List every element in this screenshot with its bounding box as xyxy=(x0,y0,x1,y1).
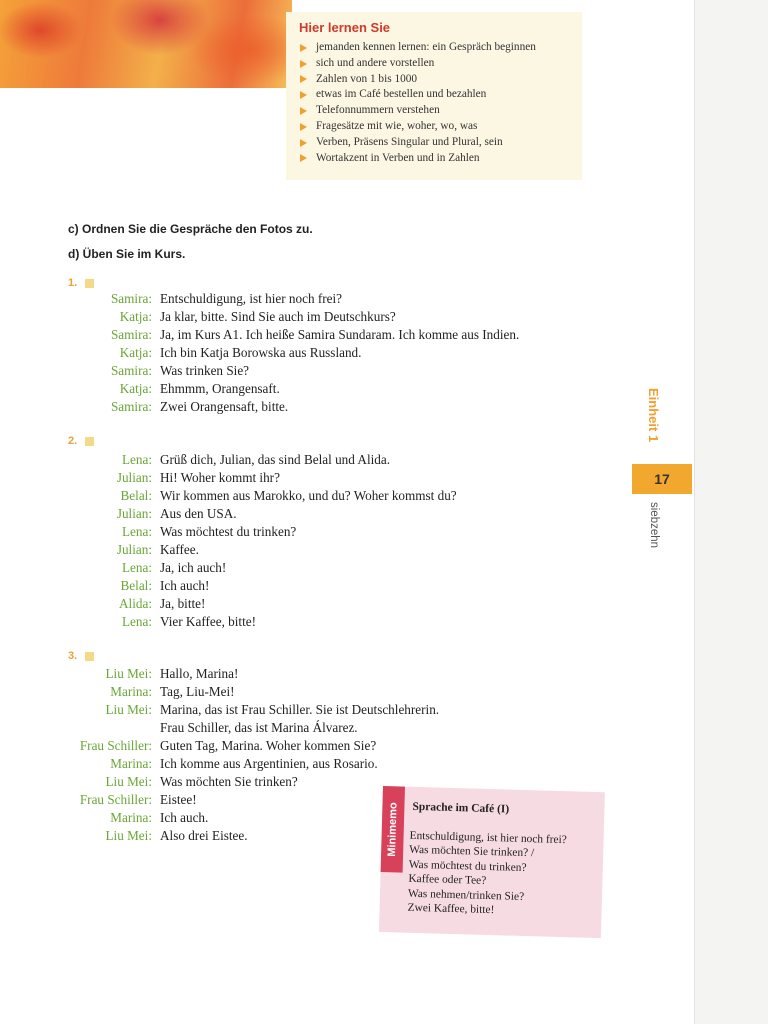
minimemo-title: Sprache im Café (I) xyxy=(412,800,510,816)
dialogue-line xyxy=(0,469,620,487)
dialogue-2-number: 2. xyxy=(68,435,94,447)
instruction-c: c) Ordnen Sie die Gespräche den Fotos zu. xyxy=(68,222,313,236)
learning-goals-box xyxy=(286,12,582,180)
learning-goal-item: sich und andere vorstellen xyxy=(298,56,570,72)
utterance: Hi! Woher kommt ihr? xyxy=(160,470,280,485)
dialogue-line xyxy=(0,701,620,719)
dialogue-line xyxy=(0,665,620,683)
minimemo-phrase: Entschuldigung, ist hier noch frei? xyxy=(409,829,567,847)
learning-goal-item: Verben, Präsens Singular und Plural, sein xyxy=(298,135,570,151)
unit-label: Einheit 1 xyxy=(646,388,661,443)
learning-goal-item: Zahlen von 1 bis 1000 xyxy=(298,72,570,88)
utterance: Was möchten Sie trinken? xyxy=(160,774,298,789)
minimemo-phrase: Was nehmen/trinken Sie? xyxy=(407,887,525,903)
speaker-name: Alida: xyxy=(119,596,152,611)
speaker-name: Lena: xyxy=(121,524,152,539)
triangle-bullet-icon xyxy=(300,75,307,83)
minimemo-phrases xyxy=(407,829,567,920)
speaker-name: Belal: xyxy=(120,578,152,593)
speaker-name: Katja: xyxy=(119,345,152,360)
utterance: Ich auch! xyxy=(160,578,210,593)
triangle-bullet-icon xyxy=(300,107,307,115)
utterance: Ehmmm, Orangensaft. xyxy=(160,381,280,396)
speaker-name: Samira: xyxy=(110,291,152,306)
speaker-name: Lena: xyxy=(121,452,152,467)
speaker-name: Marina: xyxy=(110,684,152,699)
dialogue-line xyxy=(0,577,620,595)
speaker-name: Samira: xyxy=(110,399,152,414)
learning-goal-item: etwas im Café bestellen und bezahlen xyxy=(298,87,570,103)
utterance: Ich bin Katja Borowska aus Russland. xyxy=(160,345,362,360)
dialogue-line xyxy=(0,487,620,505)
triangle-bullet-icon xyxy=(300,91,307,99)
utterance: Guten Tag, Marina. Woher kommen Sie? xyxy=(160,738,377,753)
speaker-name: Belal: xyxy=(120,488,152,503)
dialogue-line xyxy=(0,398,620,416)
speaker-name: Liu Mei: xyxy=(105,828,152,843)
minimemo-phrase: Zwei Kaffee, bitte! xyxy=(407,901,495,917)
speaker-name: Katja: xyxy=(119,309,152,324)
dialogue-line xyxy=(0,737,620,755)
utterance: Wir kommen aus Marokko, und du? Woher kommst du? xyxy=(160,488,457,503)
utterance: Ich auch. xyxy=(160,810,209,825)
speaker-name: Marina: xyxy=(110,756,152,771)
utterance: Was möchtest du trinken? xyxy=(160,524,297,539)
speaker-name: Samira: xyxy=(110,363,152,378)
dialogue-line xyxy=(0,308,620,326)
utterance: Ja, bitte! xyxy=(160,596,206,611)
dialogue-1-number: 1. xyxy=(68,277,94,289)
dialogue-2 xyxy=(0,451,620,631)
photo-marker-square-icon xyxy=(85,279,94,288)
photo-marker-square-icon xyxy=(85,437,94,446)
speaker-name: Marina: xyxy=(110,810,152,825)
utterance: Ja klar, bitte. Sind Sie auch im Deutschkurs? xyxy=(160,309,396,324)
dialogue-line xyxy=(0,523,620,541)
utterance: Aus den USA. xyxy=(160,506,237,521)
triangle-bullet-icon xyxy=(300,123,307,131)
utterance: Marina, das ist Frau Schiller. Sie ist Deutschlehrerin. xyxy=(160,702,440,717)
speaker-name: Julian: xyxy=(116,470,152,485)
speaker-name: Katja: xyxy=(119,381,152,396)
speaker-name: Liu Mei: xyxy=(105,774,152,789)
learning-goal-item: Fragesätze mit wie, woher, wo, was xyxy=(298,119,570,135)
utterance: Frau Schiller, das ist Marina Álvarez. xyxy=(160,720,358,735)
speaker-name: Samira: xyxy=(110,327,152,342)
dialogue-line xyxy=(0,773,620,791)
utterance: Grüß dich, Julian, das sind Belal und Alida. xyxy=(160,452,391,467)
dialogue-line xyxy=(0,613,620,631)
speaker-name: Julian: xyxy=(116,506,152,521)
utterance: Ja, ich auch! xyxy=(160,560,227,575)
photo-strip xyxy=(0,0,292,88)
speaker-name: Julian: xyxy=(116,542,152,557)
dialogue-line xyxy=(0,344,620,362)
dialogue-line xyxy=(0,755,620,773)
learning-goal-item: Wortakzent in Verben und in Zahlen xyxy=(298,151,570,167)
dialogue-line xyxy=(0,380,620,398)
page-number: 17 xyxy=(632,464,692,494)
triangle-bullet-icon xyxy=(300,139,307,147)
speaker-name: Frau Schiller: xyxy=(79,738,152,753)
learning-goal-item: jemanden kennen lernen: ein Gespräch beginnen xyxy=(298,40,570,56)
learning-goals-list xyxy=(298,40,570,166)
utterance: Eistee! xyxy=(160,792,197,807)
dialogue-line xyxy=(0,683,620,701)
utterance: Hallo, Marina! xyxy=(160,666,239,681)
triangle-bullet-icon xyxy=(300,44,307,52)
speaker-name: Frau Schiller: xyxy=(79,792,152,807)
utterance: Tag, Liu-Mei! xyxy=(160,684,235,699)
photo-marker-square-icon xyxy=(85,652,94,661)
page-edge xyxy=(694,0,768,1024)
utterance: Also drei Eistee. xyxy=(160,828,248,843)
minimemo-note xyxy=(379,786,605,938)
utterance: Ja, im Kurs A1. Ich heiße Samira Sundaram. Ich komme aus Indien. xyxy=(160,327,520,342)
triangle-bullet-icon xyxy=(300,154,307,162)
utterance: Vier Kaffee, bitte! xyxy=(160,614,256,629)
speaker-name xyxy=(0,719,152,737)
learning-goals-title: Hier lernen Sie xyxy=(299,20,391,35)
dialogue-line xyxy=(0,505,620,523)
dialogue-line xyxy=(0,290,620,308)
dialogue-line xyxy=(0,451,620,469)
speaker-name: Lena: xyxy=(121,614,152,629)
dialogue-line xyxy=(0,719,620,737)
utterance: Zwei Orangensaft, bitte. xyxy=(160,399,289,414)
utterance: Entschuldigung, ist hier noch frei? xyxy=(160,291,343,306)
dialogue-line xyxy=(0,595,620,613)
minimemo-phrase: Was möchten Sie trinken? / xyxy=(409,844,535,860)
speaker-name: Liu Mei: xyxy=(105,666,152,681)
dialogue-line xyxy=(0,326,620,344)
dialogue-line xyxy=(0,541,620,559)
instruction-d: d) Üben Sie im Kurs. xyxy=(68,247,186,261)
dialogue-3-number: 3. xyxy=(68,650,94,662)
minimemo-phrase: Kaffee oder Tee? xyxy=(408,872,487,888)
learning-goal-item: Telefonnummern verstehen xyxy=(298,103,570,119)
minimemo-phrase: Was möchtest du trinken? xyxy=(408,858,527,874)
page-number-word: siebzehn xyxy=(648,502,660,549)
minimemo-tab: Minimemo xyxy=(381,786,405,873)
dialogue-line xyxy=(0,559,620,577)
speaker-name: Liu Mei: xyxy=(105,702,152,717)
utterance: Kaffee. xyxy=(160,542,199,557)
speaker-name: Lena: xyxy=(121,560,152,575)
dialogue-1 xyxy=(0,290,620,416)
dialogue-line xyxy=(0,362,620,380)
triangle-bullet-icon xyxy=(300,60,307,68)
utterance: Ich komme aus Argentinien, aus Rosario. xyxy=(160,756,378,771)
utterance: Was trinken Sie? xyxy=(160,363,250,378)
